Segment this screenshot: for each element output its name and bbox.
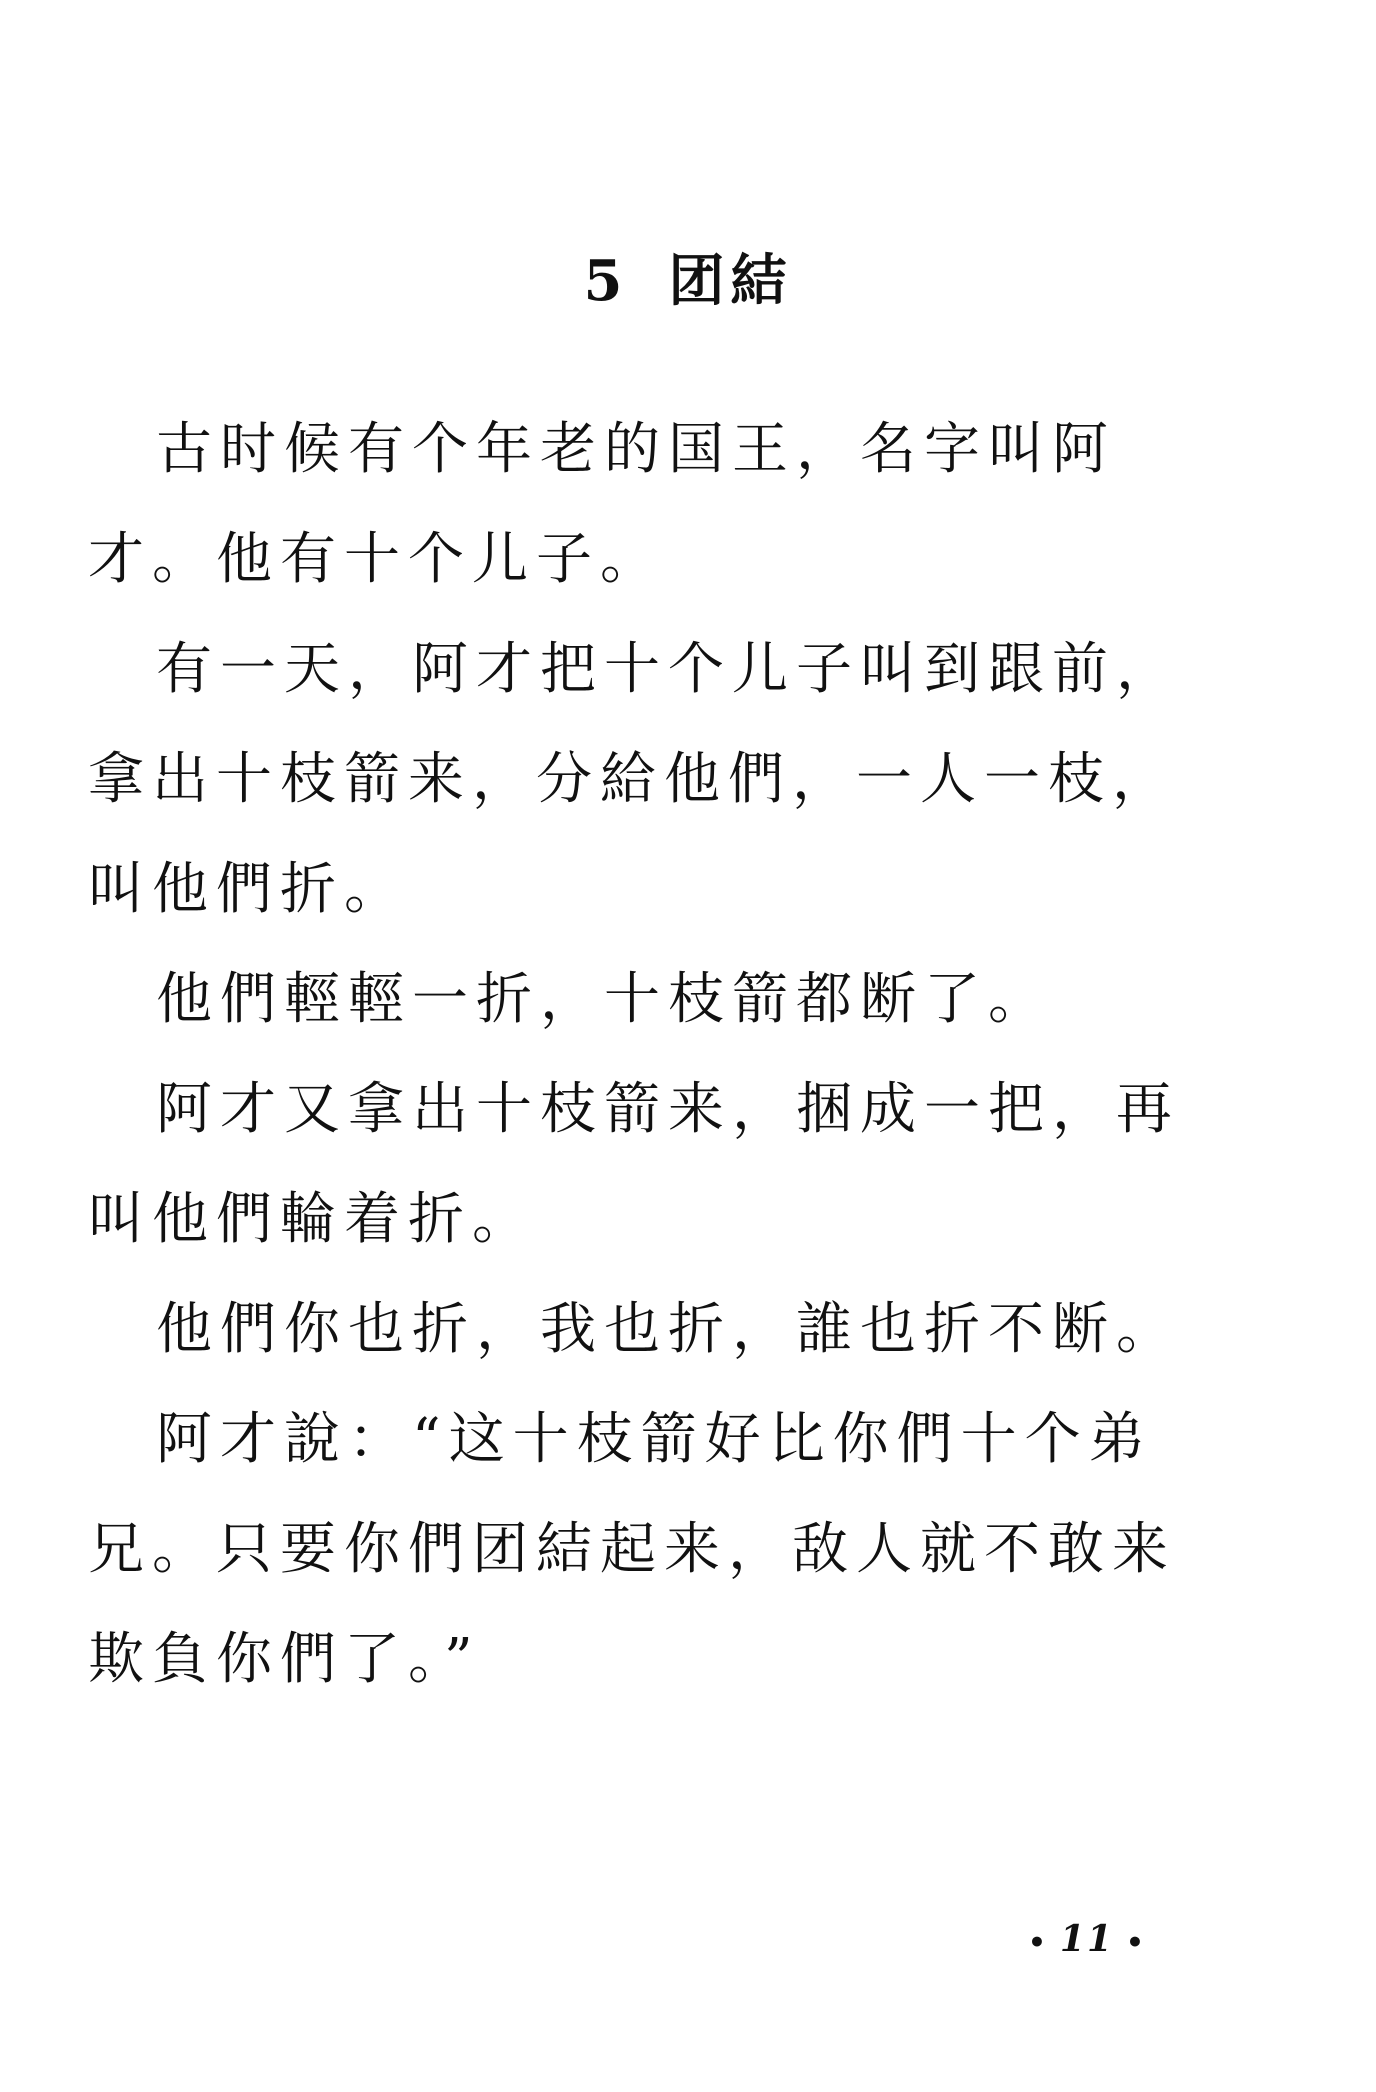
paragraph-3: 他們輕輕一折，十枝箭都断了。 xyxy=(156,967,1052,1032)
paragraph-5: 他們你也折，我也折，誰也折不断。 xyxy=(156,1297,1180,1362)
chapter-number: 5 xyxy=(583,247,629,314)
chapter-title: 团結 xyxy=(668,247,793,314)
page-number-bullet-left: • xyxy=(1028,1925,1048,1959)
page-number-bullet-right: • xyxy=(1126,1925,1146,1959)
paragraph-4: 阿才又拿出十枝箭来，捆成一把，再叫他們輪着折。 xyxy=(88,1077,1180,1252)
story-text xyxy=(88,395,1218,1715)
paragraph-1: 古时候有个年老的国王，名字叫阿才。他有十个儿子。 xyxy=(88,417,1116,592)
chapter-heading xyxy=(0,247,1376,314)
page-number-value: 11 xyxy=(1059,1918,1115,1960)
paragraph-2: 有一天，阿才把十个儿子叫到跟前，拿出十枝箭来，分給他們，一人一枝，叫他們折。 xyxy=(88,637,1180,922)
page-number xyxy=(1016,1918,1158,1960)
paragraph-6: 阿才說：“这十枝箭好比你們十个弟兄。只要你們团結起来，敌人就不敢来欺負你們了。” xyxy=(88,1407,1176,1692)
